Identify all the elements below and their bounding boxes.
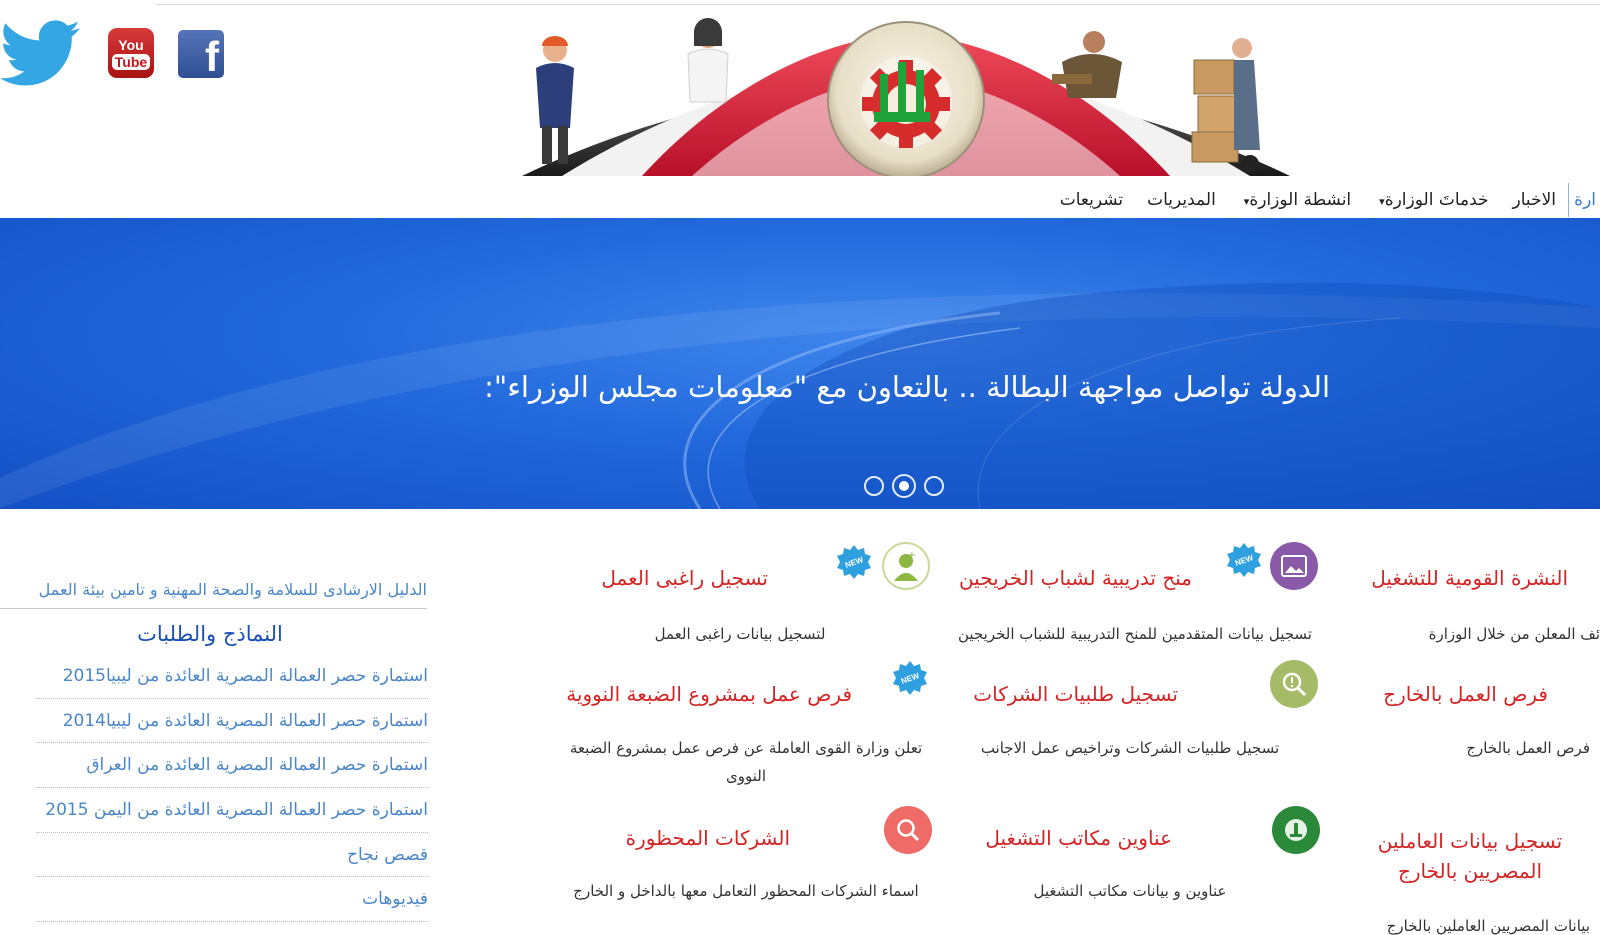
service-title-banned-companies[interactable]: الشركات المحظورة [625,826,790,850]
nav-item-news[interactable]: الاخبار [1512,190,1556,210]
nav-item-ministry[interactable]: ارة [1568,183,1600,217]
service-desc-graduate-training: تسجيل بيانات المتقدمين للمنح التدريبية للشباب الخريجين [958,625,1312,643]
service-desc-employment-bulletin: ئف المعلن من خلال الوزارة [1428,625,1600,643]
service-desc-register-workers-abroad: بيانات المصريين العاملين بالخارج [1386,917,1590,935]
service-desc-banned-companies: اسماء الشركات المحظور التعامل معها بالداخل و الخارج [573,882,919,900]
service-desc-jobs-abroad: فرص العمل بالخارج [1466,739,1590,757]
new-badge-icon [1226,542,1262,578]
service-title-register-workers-abroad[interactable]: تسجيل بيانات العاملين المصريين بالخارج [1377,829,1563,883]
nav-item-legislation[interactable]: تشريعات [1059,190,1124,210]
safety-guide-link[interactable]: الدليل الارشادى للسلامة والصحة المهنية و تامين بيئة العمل [38,580,427,599]
form-link-libya-2014[interactable]: استمارة حصر العمالة المصرية العائدة من ليبيا2014 [36,699,428,744]
service-title-office-addresses[interactable]: عناوين مكاتب التشغيل [985,826,1172,850]
svg-text:+: + [907,550,916,561]
service-desc-office-addresses: عناوين و بيانات مكاتب التشغيل [1033,882,1227,900]
service-title-company-requests[interactable]: تسجيل طلبيات الشركات [973,682,1178,706]
caret-down-icon: ▾ [1243,195,1250,208]
hero-caption[interactable]: الدولة تواصل مواجهة البطالة .. بالتعاون مع "معلومات مجلس الوزراء": [484,370,1330,404]
search-icon [884,806,932,854]
facebook-letter: f [205,33,219,78]
form-link-libya-2015[interactable]: استمارة حصر العمالة المصرية العائدة من ليبيا2015 [36,654,428,699]
service-title-employment-bulletin[interactable]: النشرة القومية للتشغيل [1371,566,1568,590]
form-link-yemen-2015[interactable]: استمارة حصر العمالة المصرية العائدة من اليمن 2015 [36,788,428,833]
svg-text:NEW: NEW [899,671,921,686]
caret-down-icon: ▾ [1379,195,1385,208]
nav-item-directorates[interactable]: المديريات [1147,190,1216,210]
svg-text:NEW: NEW [1233,553,1255,568]
form-link-iraq[interactable]: استمارة حصر العمالة المصرية العائدة من العراق [36,743,428,788]
magnifier-check-icon [1270,660,1318,708]
add-user-icon [882,542,930,590]
forms-heading: النماذج والطلبات [137,622,283,646]
service-title-job-seekers[interactable]: تسجيل راغبى العمل [601,566,768,590]
service-title-dabaa-nuclear-jobs[interactable]: فرص عمل بمشروع الضبعة النووية [566,682,852,706]
picture-frame-icon [1270,542,1318,590]
service-title-graduate-training[interactable]: منح تدريبية لشباب الخريجين [958,566,1192,590]
service-desc-company-requests: تسجيل طلبيات الشركات وتراخيص عمل الاجانب [980,739,1280,757]
new-badge-icon [836,544,872,580]
youtube-you-text: You [118,36,144,53]
service-title-jobs-abroad[interactable]: فرص العمل بالخارج [1383,682,1548,706]
nav-item-services-label: خدماتَ الوزارة [1384,190,1489,210]
office-desk-icon [1272,806,1320,854]
youtube-tube-text: Tube [112,54,150,70]
svg-text:NEW: NEW [843,555,865,570]
service-desc-dabaa-nuclear-jobs: تعلن وزارة القوى العاملة عن فرص عمل بمشروع الضبعة النووى [569,739,923,785]
videos-link[interactable]: فيديوهات [36,877,428,922]
nav-item-activities-label: انشطة الوزارة [1249,190,1352,210]
new-badge-icon [892,660,928,696]
service-desc-job-seekers: لتسجيل بيانات راغبى العمل [654,625,826,643]
success-stories-link[interactable]: قصص نجاح [36,833,428,878]
